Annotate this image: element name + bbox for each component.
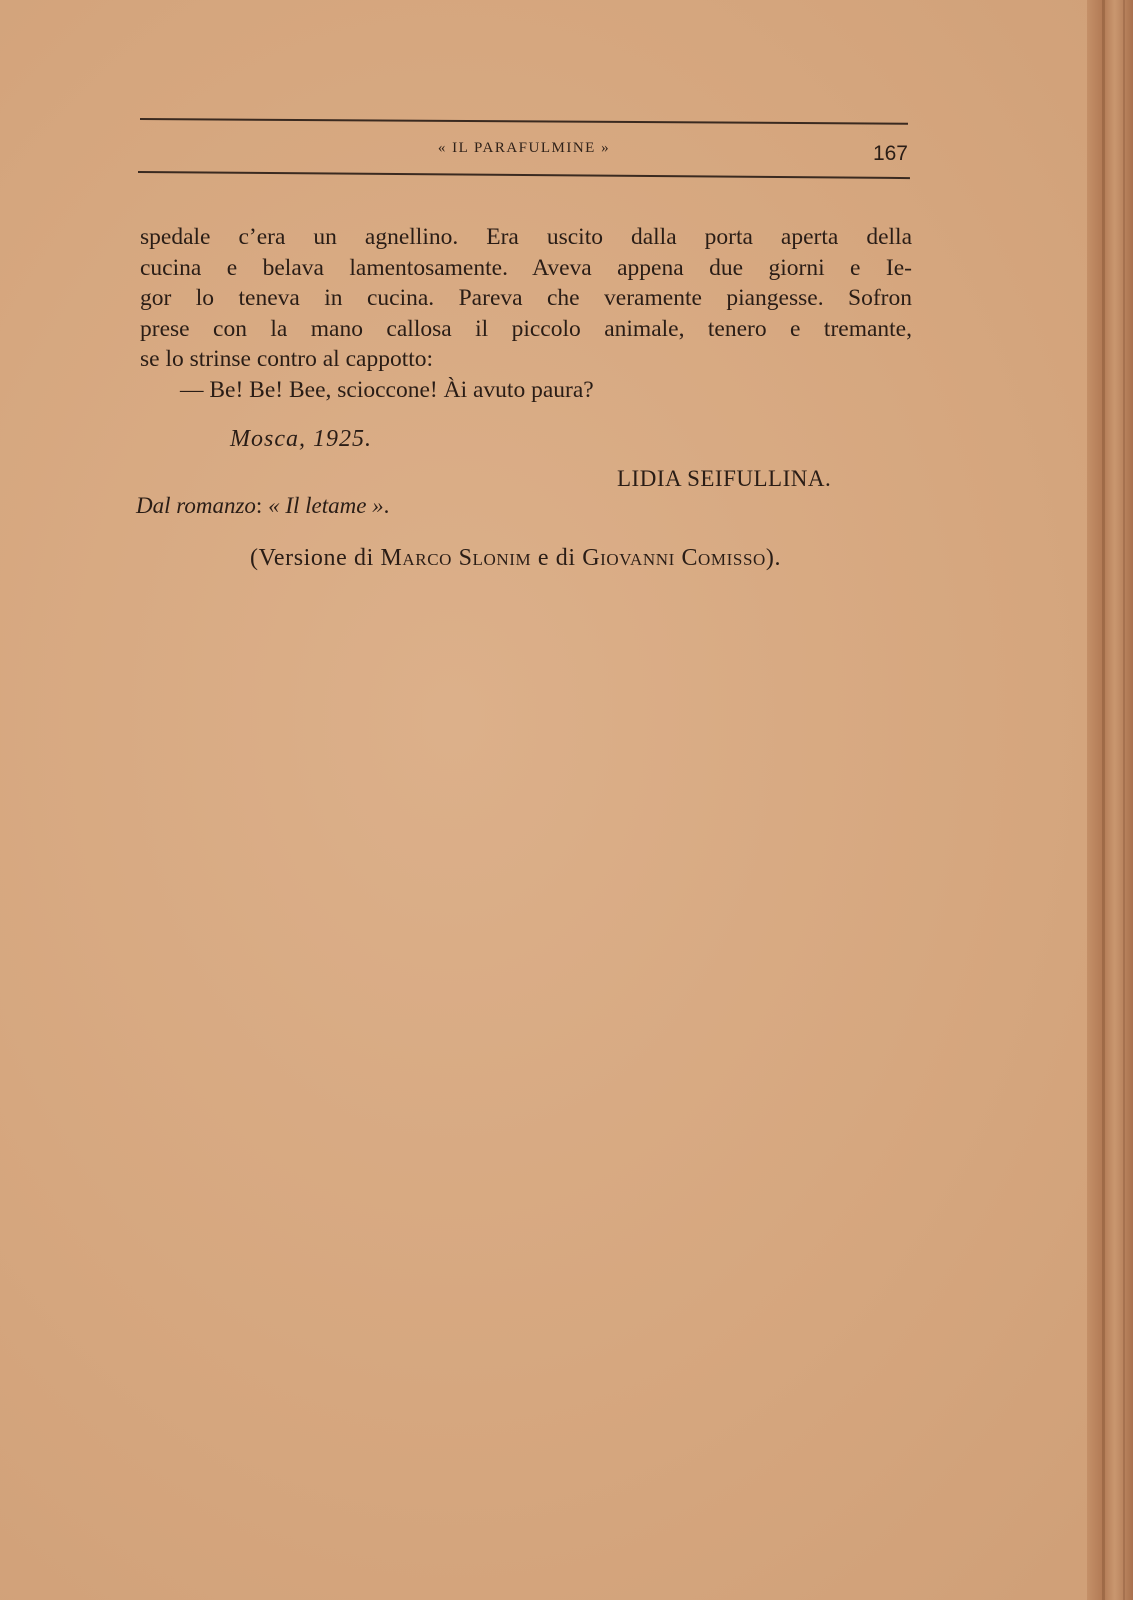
translator-name: Giovanni Comisso bbox=[582, 545, 766, 571]
text-line: prese con la mano callosa il piccolo animale, tenero e tremante, bbox=[140, 315, 912, 342]
running-head bbox=[140, 136, 908, 166]
source-title: « Il letame » bbox=[268, 493, 384, 518]
source-note bbox=[136, 493, 389, 519]
text-line: se lo strinse contro al cappotto: bbox=[140, 346, 434, 372]
translation-open: (Versione di bbox=[250, 545, 381, 571]
author-signature: LIDIA SEIFULLINA. bbox=[617, 466, 832, 491]
translation-credit bbox=[250, 545, 781, 572]
translation-close: ). bbox=[765, 545, 782, 571]
running-title: « IL PARAFULMINE » bbox=[437, 140, 611, 156]
dialogue-paragraph bbox=[140, 375, 912, 406]
text-line: spedale c’era un agnellino. Era uscito dalla porta aperta della bbox=[140, 224, 912, 250]
text-line: cucina e belava lamentosamente. Aveva appena due giorni e Ie- bbox=[140, 254, 912, 281]
header-rule-bottom bbox=[138, 171, 910, 179]
page-number: 167 bbox=[872, 142, 908, 165]
page-edge-shadow bbox=[1102, 0, 1105, 1600]
place-date: Mosca, 1925. bbox=[230, 426, 372, 452]
header-rule-top bbox=[140, 118, 908, 125]
dialogue-line: — Be! Be! Bee, scioccone! Ài avuto paura? bbox=[180, 376, 594, 403]
page-edge bbox=[1087, 0, 1133, 1600]
translator-name: Marco Slonim bbox=[380, 545, 532, 571]
source-colon: : bbox=[255, 493, 269, 518]
page-edge-shadow bbox=[1123, 0, 1125, 1600]
source-prefix: Dal romanzo bbox=[136, 493, 256, 518]
source-end: . bbox=[383, 493, 390, 518]
text-line: gor lo teneva in cucina. Pareva che veramente piangesse. Sofron bbox=[140, 285, 912, 311]
body-text bbox=[140, 222, 912, 405]
translation-conj: e di bbox=[531, 545, 583, 571]
paragraph bbox=[140, 222, 912, 375]
